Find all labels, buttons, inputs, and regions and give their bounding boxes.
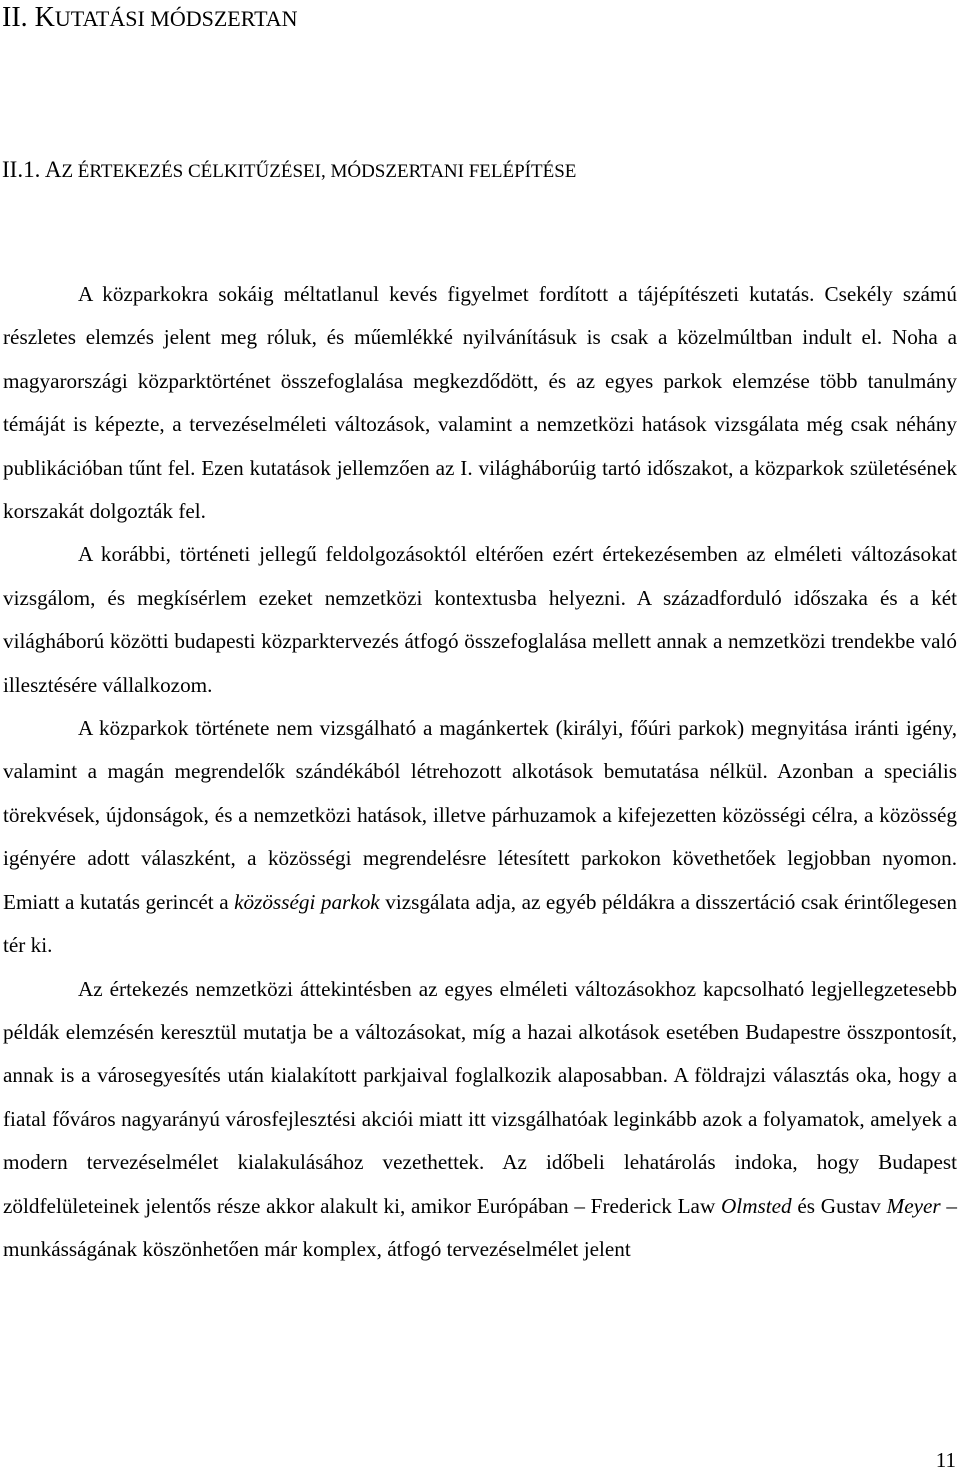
body-text (3, 273, 957, 1271)
section-number: II.1. (2, 157, 41, 182)
chapter-title-rest: UTATÁSI MÓDSZERTAN (54, 6, 298, 31)
paragraph-3 (3, 707, 957, 967)
chapter-heading (2, 0, 298, 37)
paragraph-1: A közparkokra sokáig méltatlanul kevés figyelmet fordított a tájépítészeti kutatás. Csekély számú részletes elemzés jelent meg róluk, és műemlékké nyilvánításuk is csak a közelmúltban indult el. Noha a magyarországi közparktörténet összefoglalása megkezdődött, és az egyes parkok elemzése több tanulmány témáját is képezte, a tervezéselméleti változások, valamint a nemzetközi hatások vizsgálata még csak néhány publikációban tűnt fel. Ezen kutatások jellemzően az I. világháborúig tartó időszakot, a közparkok születésének korszakát dolgozták fel. (3, 282, 957, 524)
paragraph-4-name-meyer: Meyer (886, 1193, 941, 1218)
paragraph-4-name-olmsted: Olmsted (721, 1193, 792, 1218)
chapter-title-initial: K (34, 2, 55, 33)
section-title-initial: A (44, 157, 62, 182)
section-title-rest: Z ÉRTEKEZÉS CÉLKITŰZÉSEI, MÓDSZERTANI FELÉPÍTÉSE (61, 161, 577, 182)
section-heading (2, 154, 576, 188)
page-number: 11 (935, 1448, 956, 1472)
paragraph-3-text-a: A közparkok története nem vizsgálható a magánkertek (királyi, főúri parkok) megnyitása iránti igény, valamint a magán megrendelők szándékából létrehozott alkotások bemutatása nélkül. Azonban a speciális törekvések, újdonságok, és a nemzetközi hatások, illetve párhuzamok a kifejezetten közösségi célra, a közösség igényére adott válaszként, a közösségi megrendelésre létesített parkokon követhetőek legjobban nyomon. Emiatt a kutatás gerincét a (3, 716, 957, 914)
chapter-number: II. (2, 2, 28, 33)
paragraph-4 (3, 968, 957, 1272)
paragraph-2: A korábbi, történeti jellegű feldolgozásoktól eltérően ezért értekezésemben az elméleti változásokat vizsgálom, és megkísérlem ezeket nemzetközi kontextusba helyezni. A századforduló időszaka és a két világháború közötti budapesti közparktervezés átfogó összefoglalása mellett annak a nemzetközi trendekbe való illesztésére vállalkozom. (3, 542, 957, 697)
paragraph-4-text-a: Az értekezés nemzetközi áttekintésben az egyes elméleti változásokhoz kapcsolható legjellegzetesebb példák elemzésén keresztül mutatja be a változásokat, míg a hazai alkotások esetében Budapestre összpontosít, annak is a városegyesítés után kialakított parkjaival foglalkozik alaposabban. A földrajzi választás oka, hogy a fiatal főváros nagyarányú városfejlesztési akciói miatt itt vizsgálhatóak leginkább azok a folyamatok, amelyek a modern tervezéselmélet kialakulásához vezethettek. Az időbeli lehatárolás indoka, hogy Budapest zöldfelületeinek jelentős része akkor alakult ki, amikor Európában – Frederick Law (3, 976, 957, 1218)
paragraph-3-emphasis: közösségi parkok (234, 889, 380, 914)
paragraph-3-text-b: vizsgálata adja, az egyéb példákra a disszertáció csak érintőlegesen tér ki. (3, 889, 958, 958)
paragraph-4-text-b: és Gustav (791, 1193, 887, 1218)
paragraph-4-text-c: – munkásságának köszönhetően már komplex, átfogó tervezéselmélet jelent (3, 1193, 957, 1261)
